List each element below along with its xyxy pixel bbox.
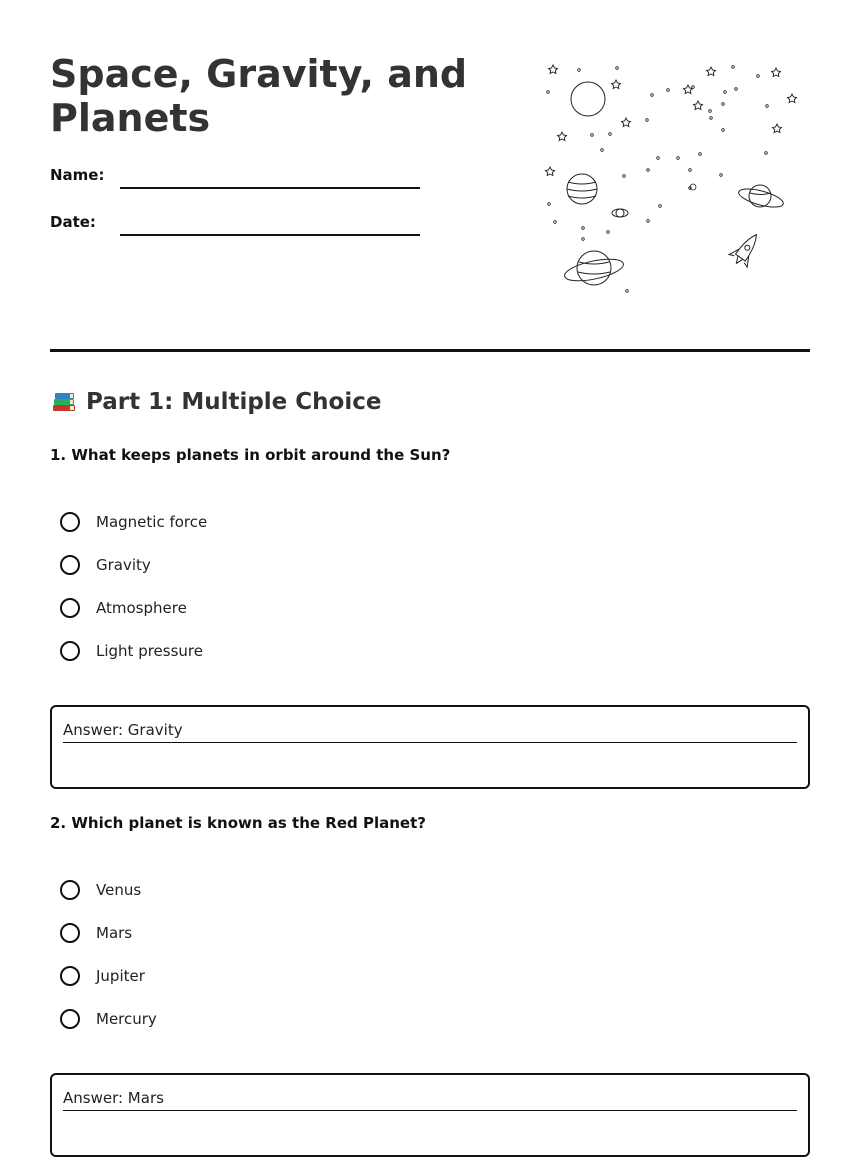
option-label: Gravity <box>96 556 151 574</box>
radio-button[interactable] <box>60 555 80 575</box>
question-1: 1. What keeps planets in orbit around the Sun? <box>50 446 451 464</box>
header-divider <box>50 349 810 352</box>
answer-text: Answer: Mars <box>63 1089 164 1107</box>
space-illustration <box>540 58 810 300</box>
option-q2-c[interactable] <box>60 963 145 989</box>
option-q1-a[interactable] <box>60 509 207 535</box>
name-field[interactable] <box>120 187 420 189</box>
option-label: Mercury <box>96 1010 157 1028</box>
page-title: Space, Gravity, and Planets <box>50 52 468 140</box>
answer-text: Answer: Gravity <box>63 721 183 739</box>
radio-button[interactable] <box>60 598 80 618</box>
section-title-text: Part 1: Multiple Choice <box>86 389 382 415</box>
option-label: Atmosphere <box>96 599 187 617</box>
option-label: Venus <box>96 881 142 899</box>
books-icon <box>50 388 78 416</box>
ringed-planet-icon <box>563 251 625 285</box>
radio-button[interactable] <box>60 1009 80 1029</box>
radio-button[interactable] <box>60 966 80 986</box>
option-q1-b[interactable] <box>60 552 151 578</box>
option-q2-d[interactable] <box>60 1006 157 1032</box>
banded-planet-icon <box>567 174 597 204</box>
question-2: 2. Which planet is known as the Red Planet? <box>50 814 426 832</box>
date-label: Date: <box>50 213 96 231</box>
option-label: Jupiter <box>96 967 145 985</box>
stars-icon <box>546 65 797 176</box>
option-label: Magnetic force <box>96 513 208 531</box>
answer-line <box>63 1110 797 1111</box>
section-title <box>50 388 381 416</box>
radio-button[interactable] <box>60 923 80 943</box>
option-q2-b[interactable] <box>60 920 132 946</box>
option-label: Mars <box>96 924 133 942</box>
answer-box-2[interactable] <box>50 1073 810 1157</box>
rocket-icon <box>727 228 765 269</box>
radio-button[interactable] <box>60 512 80 532</box>
radio-button[interactable] <box>60 641 80 661</box>
saturn-icon <box>737 185 785 211</box>
date-field[interactable] <box>120 234 420 236</box>
name-label: Name: <box>50 166 105 184</box>
answer-line <box>63 742 797 743</box>
option-label: Light pressure <box>96 642 203 660</box>
answer-box-1[interactable] <box>50 705 810 789</box>
option-q1-d[interactable] <box>60 638 203 664</box>
option-q2-a[interactable] <box>60 877 141 903</box>
radio-button[interactable] <box>60 880 80 900</box>
option-q1-c[interactable] <box>60 595 187 621</box>
